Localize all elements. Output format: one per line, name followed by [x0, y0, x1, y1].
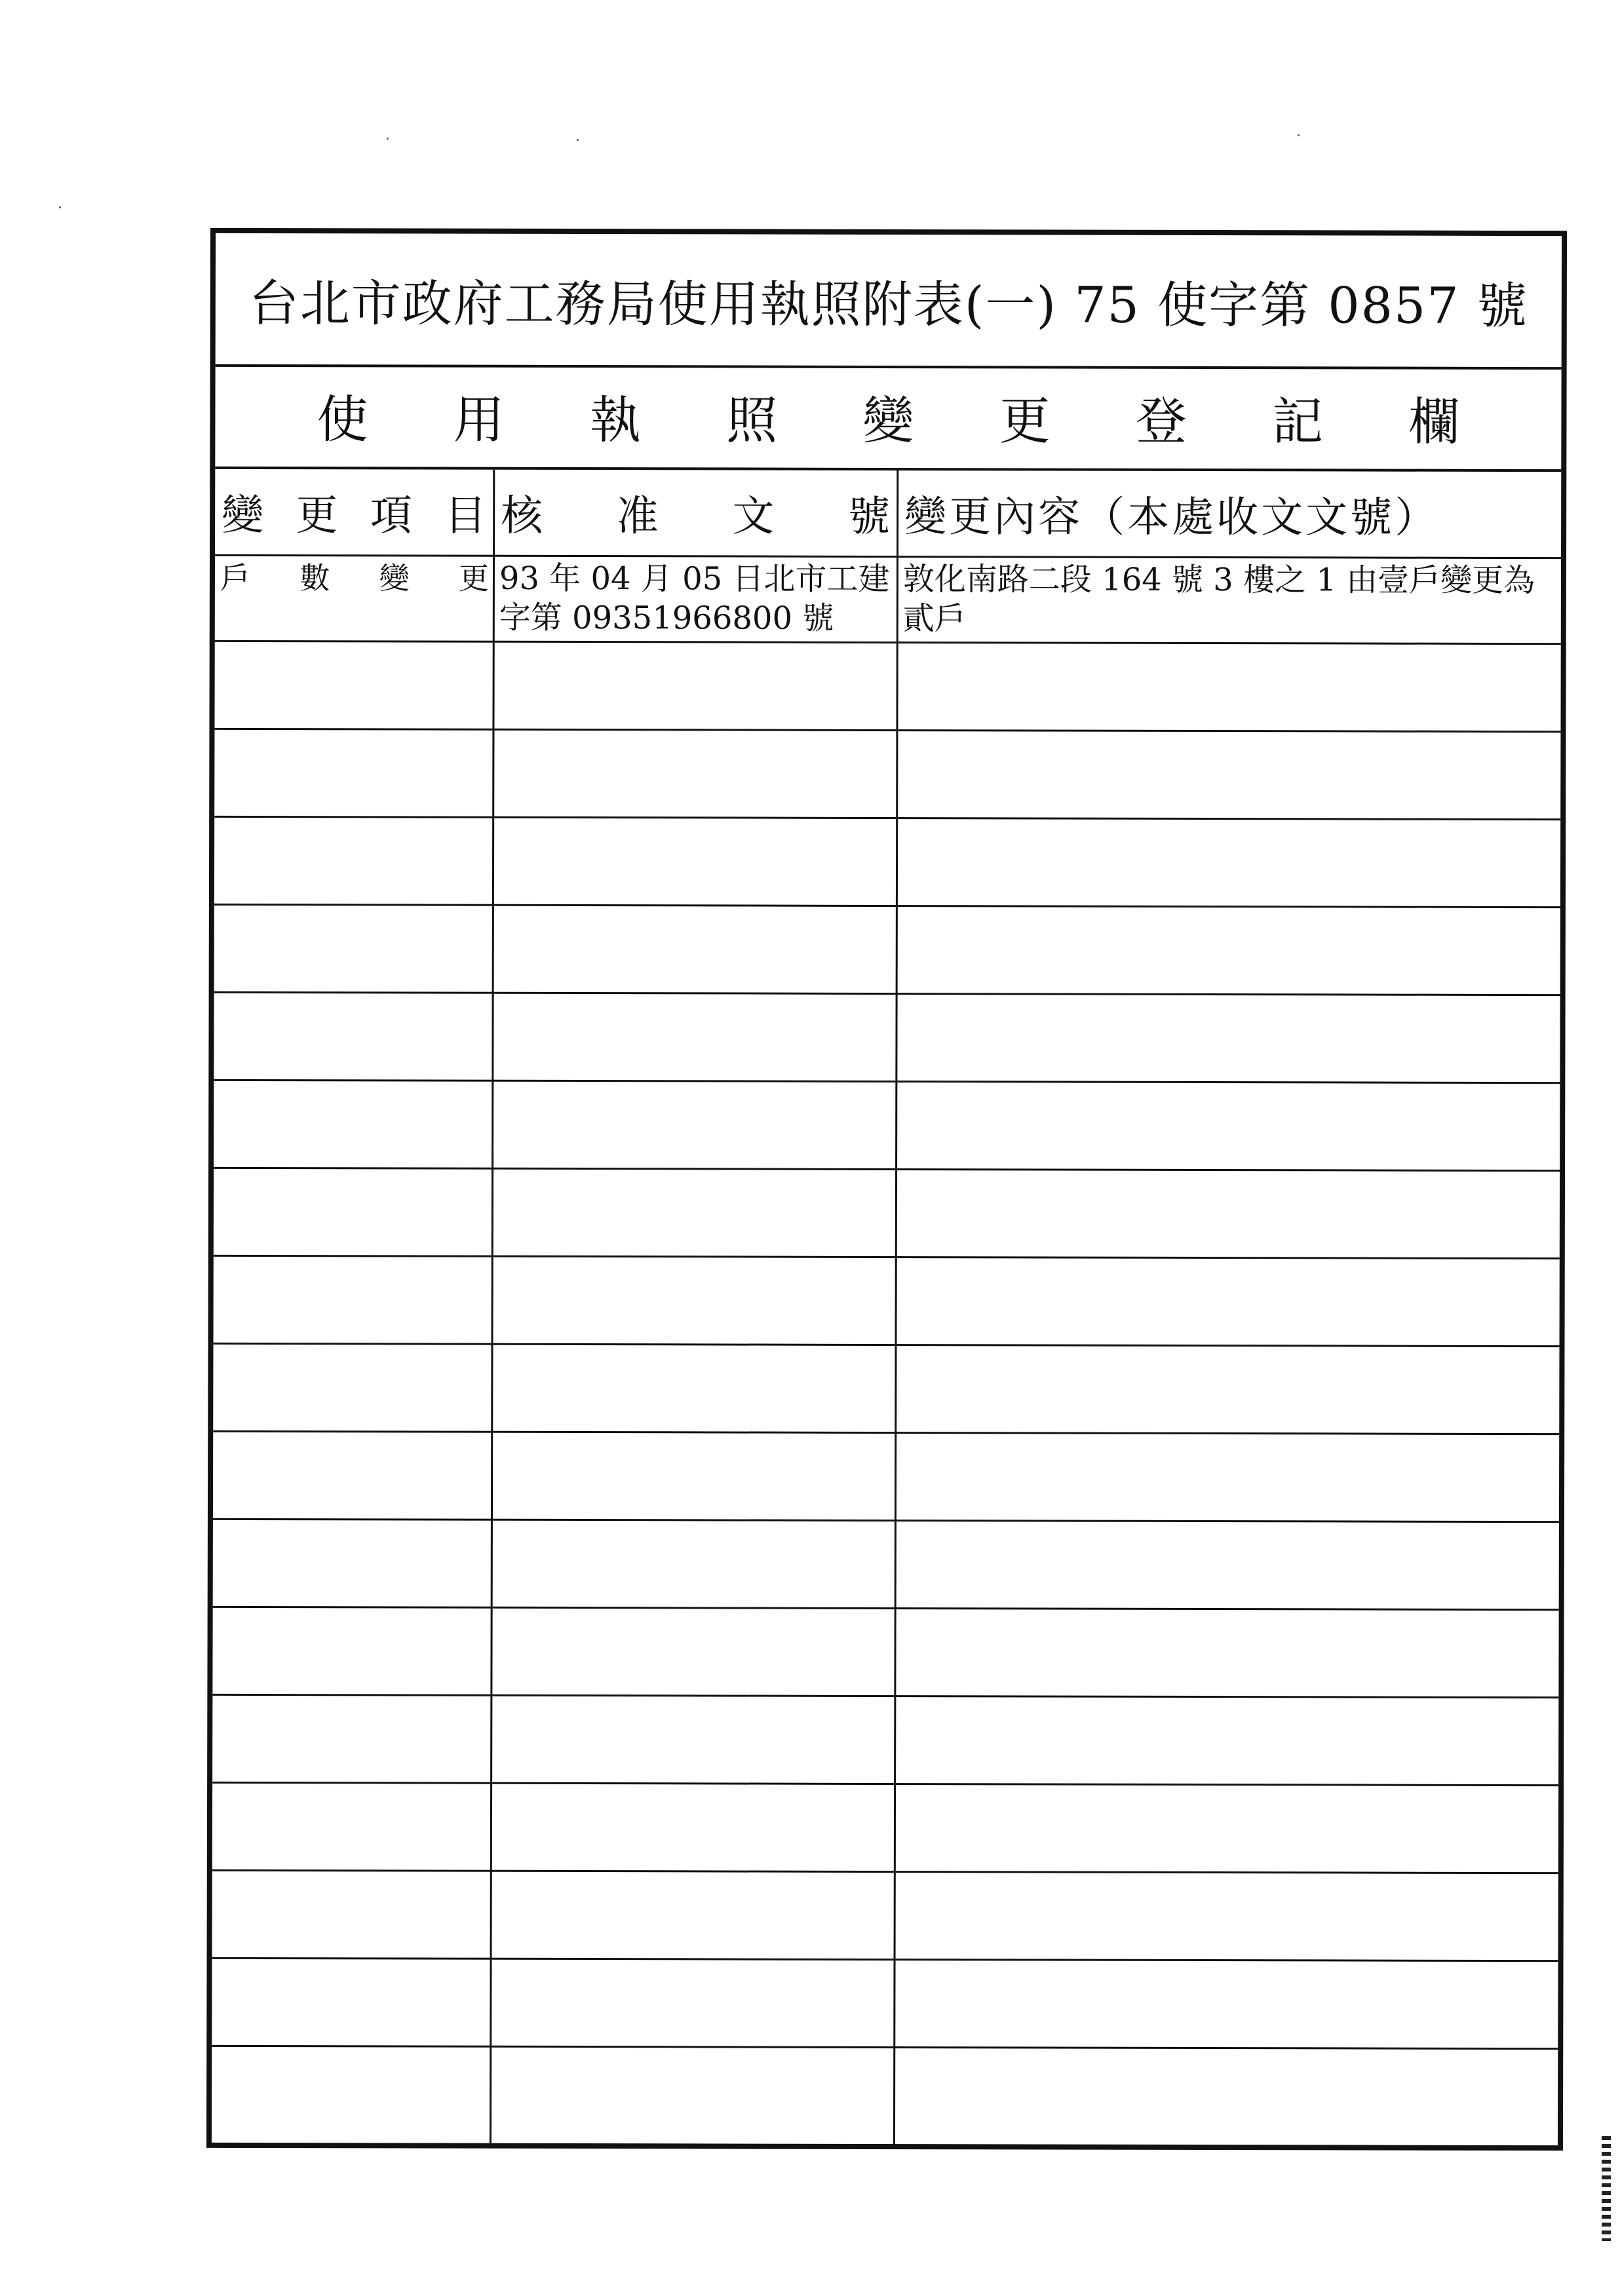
header-char: 項	[370, 491, 412, 541]
section-title-char: 更	[999, 392, 1051, 451]
table-row	[214, 906, 1560, 996]
section-title-char: 使	[317, 391, 368, 450]
section-title-char: 照	[726, 391, 778, 451]
row-change-content: 敦化南路二段 164 號 3 樓之 1 由壹戶變更為貳戶	[902, 561, 1535, 638]
form-title: 台北市政府工務局使用執照附表(一) 75 使字第 0857 號	[216, 233, 1562, 370]
header-char: 文	[732, 492, 775, 541]
table-row	[214, 1257, 1560, 1347]
section-title-char: 欄	[1408, 392, 1460, 452]
section-title-char: 用	[453, 391, 505, 450]
table-row	[213, 1345, 1559, 1435]
scan-speck	[59, 206, 61, 208]
section-title-char: 登	[1135, 392, 1187, 451]
header-change-item	[222, 469, 486, 555]
table-row	[214, 730, 1560, 820]
table-row	[212, 1871, 1558, 1962]
table-row	[214, 818, 1560, 908]
section-title-char: 執	[589, 391, 642, 451]
usage-license-form	[206, 228, 1567, 2151]
header-char: 目	[444, 491, 487, 541]
header-char: 更	[296, 491, 338, 541]
binding-marks	[1602, 2136, 1611, 2241]
item-char: 戶	[220, 560, 251, 596]
row-approval-number: 93 年 04 月 05 日北市工建字第 09351966800 號	[499, 560, 890, 637]
header-char: 號	[848, 492, 891, 542]
header-char: 准	[616, 492, 659, 541]
table-row	[214, 642, 1560, 733]
table-row	[214, 1081, 1560, 1172]
header-char: 核	[501, 491, 543, 541]
section-title-char: 記	[1271, 392, 1324, 452]
scan-speck	[577, 139, 579, 141]
scan-speck	[1298, 134, 1300, 136]
scan-speck	[387, 138, 389, 140]
table-row	[212, 1608, 1558, 1698]
table-row	[212, 1784, 1558, 1874]
section-title-char: 變	[862, 391, 914, 451]
header-change-content: 變更內容（本處收文文號）	[904, 493, 1440, 543]
table-row	[215, 554, 1561, 645]
table-row	[214, 1169, 1560, 1259]
header-char: 變	[222, 491, 264, 541]
table-row	[213, 1520, 1559, 1611]
table-header	[215, 469, 1561, 559]
table-row	[212, 2047, 1558, 2137]
change-register-table	[212, 469, 1561, 2151]
table-row	[213, 1432, 1559, 1523]
table-row	[212, 1696, 1558, 1786]
item-char: 數	[299, 560, 330, 596]
header-approval-number	[501, 470, 890, 556]
row-change-item	[220, 554, 489, 641]
table-row	[214, 993, 1560, 1084]
section-title	[215, 364, 1561, 472]
item-char: 更	[458, 560, 489, 596]
table-row	[212, 1959, 1558, 2050]
item-char: 變	[379, 560, 410, 596]
